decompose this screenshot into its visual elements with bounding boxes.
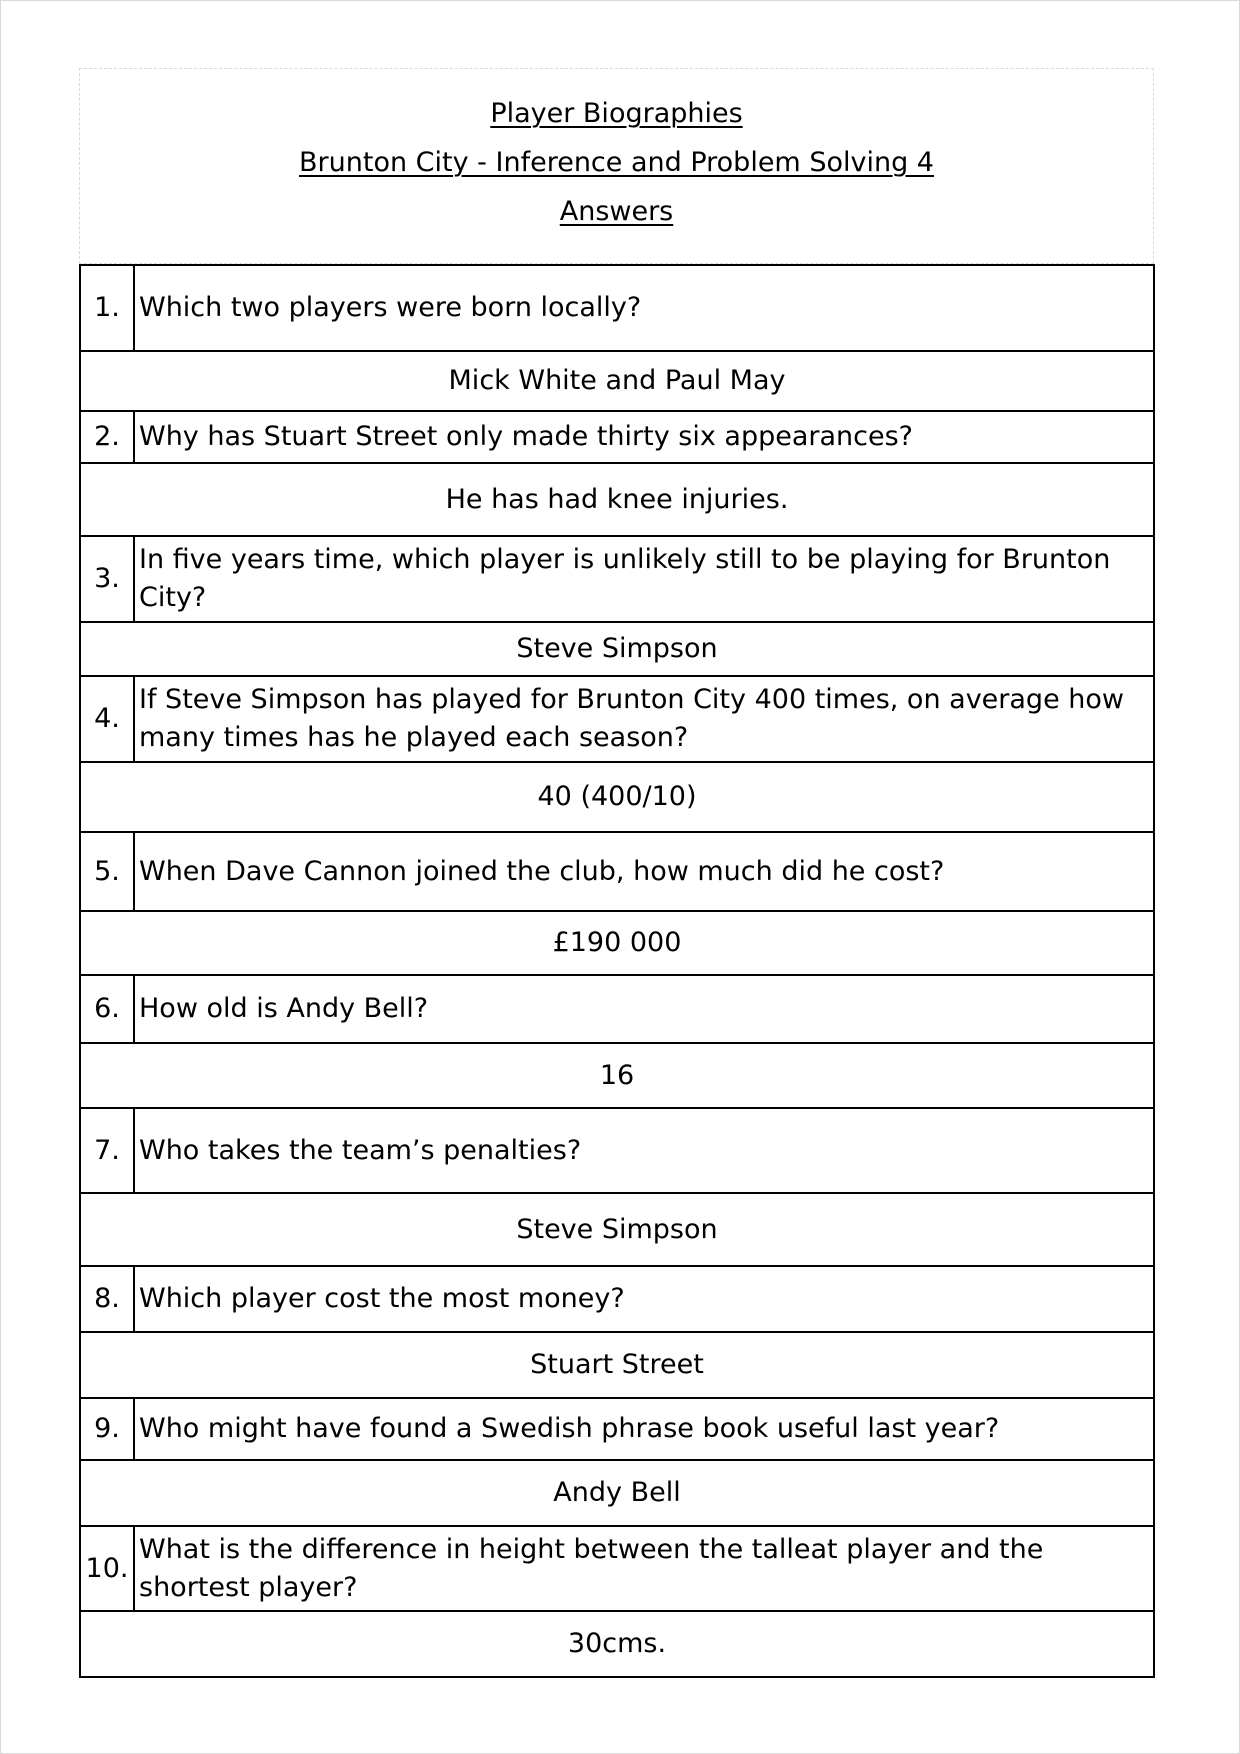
question-text: Which two players were born locally? (134, 265, 1154, 351)
answers-table (79, 264, 1155, 1678)
answer-text: £190 000 (80, 911, 1154, 975)
question-row (80, 1108, 1154, 1193)
answer-text: 16 (80, 1043, 1154, 1108)
document-header (79, 68, 1154, 264)
answer-text: Mick White and Paul May (80, 351, 1154, 411)
question-text: When Dave Cannon joined the club, how much did he cost? (134, 832, 1154, 911)
answer-row (80, 1460, 1154, 1526)
question-row (80, 1398, 1154, 1460)
question-number: 7. (80, 1108, 134, 1193)
question-row (80, 975, 1154, 1043)
question-number: 9. (80, 1398, 134, 1460)
answer-row (80, 911, 1154, 975)
question-text: Which player cost the most money? (134, 1266, 1154, 1332)
question-row (80, 676, 1154, 762)
answer-row (80, 762, 1154, 832)
question-text: Who might have found a Swedish phrase book useful last year? (134, 1398, 1154, 1460)
question-text: In five years time, which player is unlikely still to be playing for Brunton City? (134, 536, 1154, 622)
question-row (80, 832, 1154, 911)
section-heading: Answers (559, 196, 674, 227)
question-number: 1. (80, 265, 134, 351)
question-number: 4. (80, 676, 134, 762)
answer-text: Andy Bell (80, 1460, 1154, 1526)
question-row (80, 265, 1154, 351)
question-row (80, 536, 1154, 622)
answer-text: Steve Simpson (80, 1193, 1154, 1266)
answer-text: 40 (400/10) (80, 762, 1154, 832)
answer-row (80, 351, 1154, 411)
question-number: 8. (80, 1266, 134, 1332)
answer-row (80, 1611, 1154, 1677)
question-text: Who takes the team’s penalties? (134, 1108, 1154, 1193)
question-number: 5. (80, 832, 134, 911)
answer-row (80, 1043, 1154, 1108)
question-text: If Steve Simpson has played for Brunton City 400 times, on average how many times has he played each season? (134, 676, 1154, 762)
answer-row (80, 1193, 1154, 1266)
answer-text: Steve Simpson (80, 622, 1154, 676)
answer-text: 30cms. (80, 1611, 1154, 1677)
question-number: 10. (80, 1526, 134, 1611)
question-text: How old is Andy Bell? (134, 975, 1154, 1043)
answer-row (80, 622, 1154, 676)
question-number: 2. (80, 411, 134, 463)
answer-text: Stuart Street (80, 1332, 1154, 1398)
question-row (80, 411, 1154, 463)
answer-text: He has had knee injuries. (80, 463, 1154, 536)
document-title: Player Biographies (490, 98, 743, 129)
answer-row (80, 1332, 1154, 1398)
question-text: What is the difference in height between the talleat player and the shortest player? (134, 1526, 1154, 1611)
document-subtitle: Brunton City - Inference and Problem Solving 4 (299, 147, 934, 178)
question-number: 3. (80, 536, 134, 622)
question-number: 6. (80, 975, 134, 1043)
question-row (80, 1266, 1154, 1332)
answer-row (80, 463, 1154, 536)
question-text: Why has Stuart Street only made thirty six appearances? (134, 411, 1154, 463)
question-row (80, 1526, 1154, 1611)
